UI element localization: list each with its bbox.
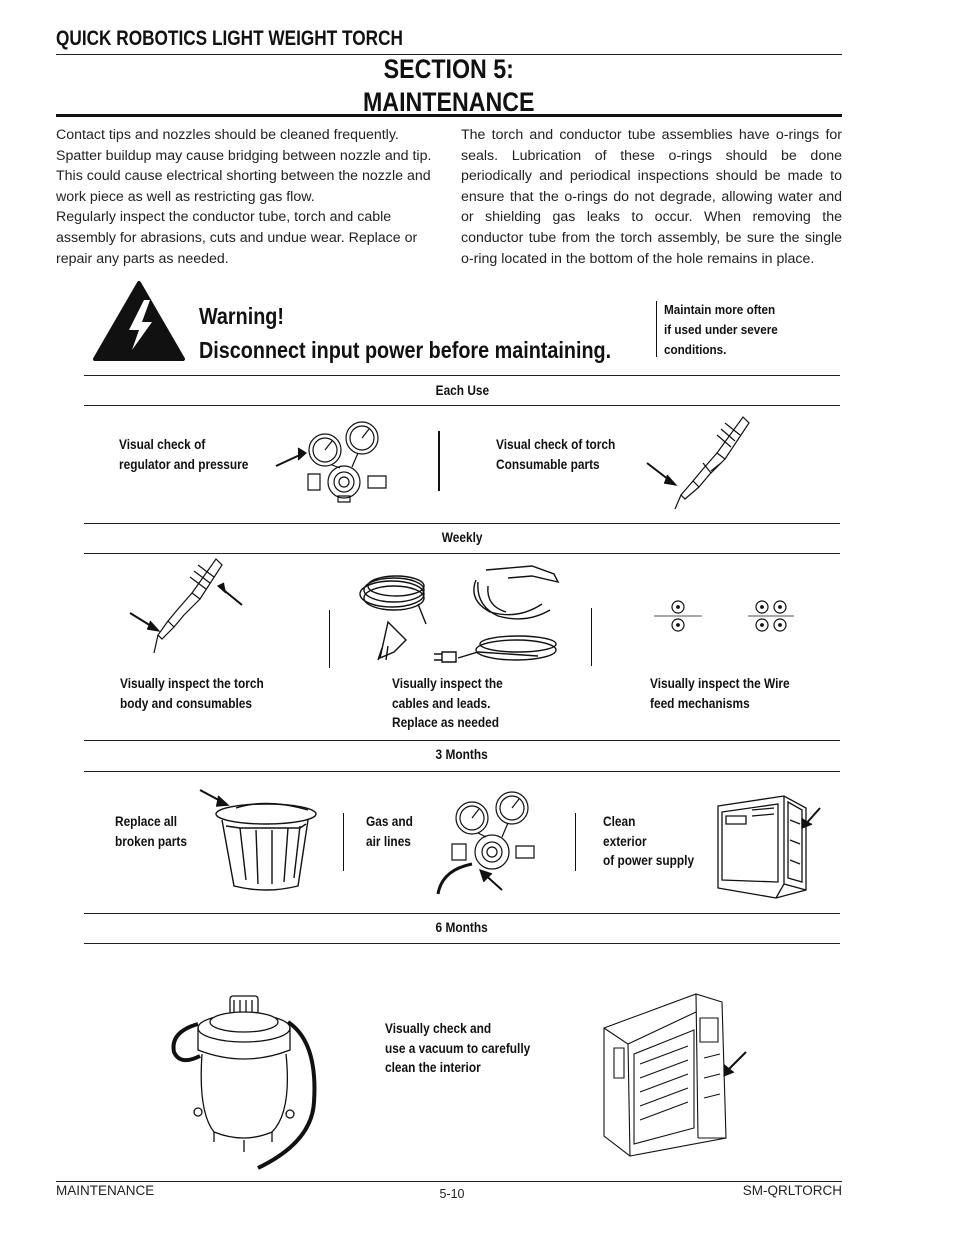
cables-and-leads-icon	[358, 560, 564, 668]
intro-line: work piece as well as restricting gas flow.	[56, 188, 315, 205]
power-supply-icon	[712, 790, 822, 900]
torch-icon	[128, 557, 244, 655]
band-rule	[84, 740, 840, 741]
high-voltage-warning-icon	[92, 280, 186, 362]
band-rule	[84, 553, 840, 554]
regulator-gauge-icon	[272, 420, 412, 504]
warning-heading: Warning!	[199, 303, 284, 329]
item-label: Visually check and use a vacuum to carefully clean the interior	[385, 1021, 531, 1075]
band-rule	[84, 375, 840, 376]
intro-line: Contact tips and nozzles should be cleaned frequently.	[56, 127, 399, 143]
regulator-gauge-icon	[432, 790, 548, 898]
intro-line: This could cause electrical shorting between the nozzle and	[56, 168, 431, 185]
item-divider	[329, 610, 330, 668]
band-3-months: 3 Months	[435, 747, 489, 762]
item-label: Replace all broken parts	[115, 814, 187, 849]
item-divider	[575, 813, 576, 871]
section-number: SECTION 5:	[383, 54, 515, 84]
footer-rule	[56, 1181, 842, 1182]
item-label: Gas and air lines	[366, 814, 413, 849]
intro-left-column	[56, 125, 442, 269]
power-supply-interior-icon	[600, 988, 750, 1160]
intro-line: assembly for abrasions, cuts and undue wear. Replace or	[56, 229, 418, 246]
item-label: Clean exterior of power supply	[603, 814, 695, 868]
document-title: QUICK ROBOTICS LIGHT WEIGHT TORCH	[56, 27, 403, 50]
page-number: 5-10	[439, 1187, 465, 1201]
intro-line: repair any parts as needed.	[56, 250, 229, 267]
warning-message: Disconnect input power before maintaining.	[199, 337, 612, 363]
intro-right-column: The torch and conductor tube assemblies have o-rings for seals. Lubrication of these o-rings should be done periodically and periodical inspections should be made to ensure that the o-rings do not degrade, allowing water and or shielding gas leaks to occur. When removing the conductor tube from the torch assembly, be sure the single o-ring located in the bottom of the hole remains in place.	[461, 127, 842, 267]
trash-can-icon	[196, 786, 326, 892]
item-label: Visually inspect the Wire feed mechanisms	[650, 676, 790, 711]
section-title	[56, 53, 842, 119]
item-label: Visually inspect the cables and leads. Replace as needed	[392, 676, 503, 730]
item-label: Visual check of regulator and pressure	[119, 437, 249, 472]
torch-icon	[645, 413, 753, 513]
band-rule	[84, 523, 840, 524]
item-divider	[438, 431, 440, 491]
footer-doc-id: SM-QRLTORCH	[742, 1183, 842, 1198]
band-6-months: 6 Months	[435, 920, 489, 935]
section-name: MAINTENANCE	[363, 87, 535, 117]
section-rule	[56, 114, 842, 117]
note-divider	[656, 301, 657, 357]
item-divider	[591, 608, 592, 666]
band-rule	[84, 913, 840, 914]
band-rule	[84, 405, 840, 406]
item-label: Visual check of torch Consumable parts	[496, 437, 616, 472]
band-rule	[84, 943, 840, 944]
wire-feed-rollers-icon	[652, 596, 800, 636]
shop-vacuum-icon	[168, 992, 336, 1170]
band-each-use: Each Use	[435, 383, 489, 398]
intro-line: Spatter buildup may cause bridging between nozzle and tip.	[56, 147, 432, 164]
item-label: Visually inspect the torch body and consumables	[120, 676, 264, 711]
intro-line: Regularly inspect the conductor tube, torch and cable	[56, 209, 392, 226]
footer-section: MAINTENANCE	[56, 1183, 155, 1198]
item-divider	[343, 813, 344, 871]
maintenance-note: Maintain more often if used under severe conditions.	[664, 302, 778, 357]
band-weekly: Weekly	[441, 530, 483, 545]
band-rule	[84, 771, 840, 772]
